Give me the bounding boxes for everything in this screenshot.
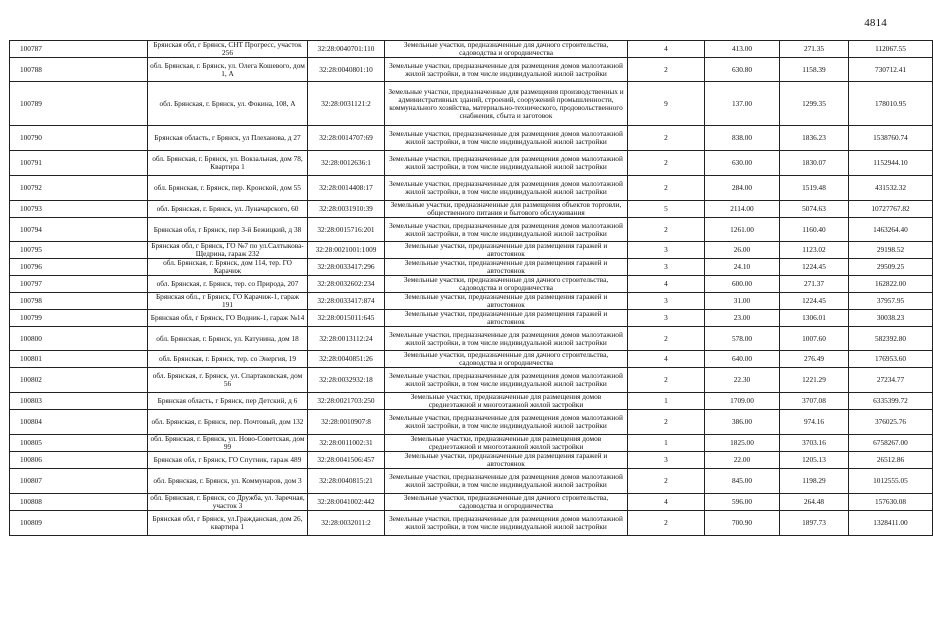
- cadastral-number-cell: 32:28:0040815:21: [308, 469, 385, 494]
- land-use-cell: Земельные участки, предназначенные для размещения домов малоэтажной жилой застройки, в том числе индивидуальной жилой застройки: [385, 368, 628, 393]
- cadastral-value-cell: 27234.77: [849, 368, 933, 393]
- use-group-cell: 4: [628, 276, 705, 293]
- land-use-cell: Земельные участки, предназначенные для размещения производственных и административных зданий, строений, сооружений промышленности, коммунального хозяйства, материально-технического, продовольственного снабжения, сбыта и заготовок: [385, 82, 628, 126]
- address-cell: обл. Брянская, г. Брянск, ул. Фокина, 108, А: [148, 82, 308, 126]
- record-id-cell: 100790: [10, 126, 148, 151]
- table-row: [10, 293, 933, 310]
- specific-value-cell: 1306.01: [780, 310, 849, 327]
- land-use-cell: Земельные участки, предназначенные для дачного строительства, садоводства и огородничества: [385, 351, 628, 368]
- area-cell: 284.00: [705, 176, 780, 201]
- address-cell: Брянская обл, г Брянск, СНТ Прогресс, участок 256: [148, 41, 308, 58]
- land-use-cell: Земельные участки, предназначенные для дачного строительства, садоводства и огородничества: [385, 276, 628, 293]
- address-cell: обл. Брянская, г. Брянск, ул. Олега Кошевого, дом 1, А: [148, 58, 308, 82]
- use-group-cell: 1: [628, 435, 705, 452]
- specific-value-cell: 1007.60: [780, 327, 849, 351]
- table-row: [10, 58, 933, 82]
- address-cell: Брянская обл, г Брянск, ГО Спутник, гараж 489: [148, 452, 308, 469]
- cadastral-number-cell: 32:28:0014707:69: [308, 126, 385, 151]
- record-id-cell: 100789: [10, 82, 148, 126]
- specific-value-cell: 3703.16: [780, 435, 849, 452]
- specific-value-cell: 1160.40: [780, 218, 849, 242]
- table-row: [10, 242, 933, 259]
- table-body: [10, 41, 933, 536]
- use-group-cell: 4: [628, 41, 705, 58]
- specific-value-cell: 1205.13: [780, 452, 849, 469]
- use-group-cell: 9: [628, 82, 705, 126]
- table-row: [10, 310, 933, 327]
- area-cell: 23.00: [705, 310, 780, 327]
- use-group-cell: 4: [628, 351, 705, 368]
- cadastral-value-cell: 112067.55: [849, 41, 933, 58]
- record-id-cell: 100791: [10, 151, 148, 176]
- cadastral-number-cell: 32:28:0033417:296: [308, 259, 385, 276]
- land-use-cell: Земельные участки, предназначенные для размещения домов малоэтажной жилой застройки, в том числе индивидуальной жилой застройки: [385, 218, 628, 242]
- use-group-cell: 2: [628, 368, 705, 393]
- specific-value-cell: 1897.73: [780, 511, 849, 536]
- cadastral-number-cell: 32:28:0021703:250: [308, 393, 385, 410]
- table-row: [10, 82, 933, 126]
- record-id-cell: 100794: [10, 218, 148, 242]
- cadastral-number-cell: 32:28:0012636:1: [308, 151, 385, 176]
- cadastral-number-cell: 32:28:0011002:31: [308, 435, 385, 452]
- land-use-cell: Земельные участки, предназначенные для размещения гаражей и автостоянок: [385, 242, 628, 259]
- cadastral-value-cell: 730712.41: [849, 58, 933, 82]
- specific-value-cell: 271.35: [780, 41, 849, 58]
- cadastral-value-cell: 582392.80: [849, 327, 933, 351]
- cadastral-value-cell: 37957.95: [849, 293, 933, 310]
- record-id-cell: 100805: [10, 435, 148, 452]
- cadastral-number-cell: 32:28:0015011:645: [308, 310, 385, 327]
- land-use-cell: Земельные участки, предназначенные для размещения домов среднеэтажной и многоэтажной жилой застройки: [385, 393, 628, 410]
- land-use-cell: Земельные участки, предназначенные для размещения объектов торговли, общественного питания и бытового обслуживания: [385, 201, 628, 218]
- use-group-cell: 2: [628, 218, 705, 242]
- land-use-cell: Земельные участки, предназначенные для размещения домов малоэтажной жилой застройки, в том числе индивидуальной жилой застройки: [385, 151, 628, 176]
- specific-value-cell: 1198.29: [780, 469, 849, 494]
- cadastral-value-cell: 29198.52: [849, 242, 933, 259]
- record-id-cell: 100801: [10, 351, 148, 368]
- specific-value-cell: 271.37: [780, 276, 849, 293]
- page-number: 4814: [864, 17, 887, 29]
- record-id-cell: 100803: [10, 393, 148, 410]
- record-id-cell: 100798: [10, 293, 148, 310]
- cadastral-number-cell: 32:28:0033417:874: [308, 293, 385, 310]
- area-cell: 22.00: [705, 452, 780, 469]
- address-cell: обл. Брянская, г. Брянск, тер. со Природа, 207: [148, 276, 308, 293]
- table-row: [10, 511, 933, 536]
- land-use-cell: Земельные участки, предназначенные для размещения домов малоэтажной жилой застройки, в том числе индивидуальной жилой застройки: [385, 176, 628, 201]
- cadastral-number-cell: 32:28:0013112:24: [308, 327, 385, 351]
- land-use-cell: Земельные участки, предназначенные для размещения гаражей и автостоянок: [385, 259, 628, 276]
- use-group-cell: 5: [628, 201, 705, 218]
- specific-value-cell: 1519.48: [780, 176, 849, 201]
- specific-value-cell: 1830.07: [780, 151, 849, 176]
- record-id-cell: 100802: [10, 368, 148, 393]
- area-cell: 386.00: [705, 410, 780, 435]
- table-row: [10, 368, 933, 393]
- use-group-cell: 2: [628, 151, 705, 176]
- land-use-cell: Земельные участки, предназначенные для размещения домов малоэтажной жилой застройки, в том числе индивидуальной жилой застройки: [385, 126, 628, 151]
- use-group-cell: 2: [628, 469, 705, 494]
- cadastral-value-cell: 162822.00: [849, 276, 933, 293]
- land-use-cell: Земельные участки, предназначенные для размещения домов малоэтажной жилой застройки, в том числе индивидуальной жилой застройки: [385, 511, 628, 536]
- record-id-cell: 100787: [10, 41, 148, 58]
- address-cell: обл. Брянская, г. Брянск, тер. со Энергия, 19: [148, 351, 308, 368]
- area-cell: 137.00: [705, 82, 780, 126]
- area-cell: 2114.00: [705, 201, 780, 218]
- specific-value-cell: 1224.45: [780, 259, 849, 276]
- table-row: [10, 469, 933, 494]
- land-use-cell: Земельные участки, предназначенные для размещения домов малоэтажной жилой застройки, в том числе индивидуальной жилой застройки: [385, 469, 628, 494]
- area-cell: 630.00: [705, 151, 780, 176]
- address-cell: обл. Брянская, г. Брянск, пер. Кронской, дом 55: [148, 176, 308, 201]
- address-cell: обл. Брянская, г. Брянск, ул. Спартаковская, дом 56: [148, 368, 308, 393]
- cadastral-value-cell: 1538760.74: [849, 126, 933, 151]
- land-use-cell: Земельные участки, предназначенные для размещения домов малоэтажной жилой застройки, в том числе индивидуальной жилой застройки: [385, 327, 628, 351]
- land-use-cell: Земельные участки, предназначенные для дачного строительства, садоводства и огородничества: [385, 494, 628, 511]
- record-id-cell: 100796: [10, 259, 148, 276]
- record-id-cell: 100797: [10, 276, 148, 293]
- cadastral-value-cell: 6758267.00: [849, 435, 933, 452]
- cadastral-value-cell: 1328411.00: [849, 511, 933, 536]
- use-group-cell: 2: [628, 410, 705, 435]
- specific-value-cell: 264.48: [780, 494, 849, 511]
- cadastral-value-table: [9, 40, 933, 536]
- cadastral-number-cell: 32:28:0021001:1009: [308, 242, 385, 259]
- table-row: [10, 41, 933, 58]
- cadastral-number-cell: 32:28:0032932:18: [308, 368, 385, 393]
- land-use-cell: Земельные участки, предназначенные для размещения гаражей и автостоянок: [385, 452, 628, 469]
- table-row: [10, 435, 933, 452]
- cadastral-value-cell: 431532.32: [849, 176, 933, 201]
- specific-value-cell: 1123.02: [780, 242, 849, 259]
- cadastral-value-cell: 1012555.05: [849, 469, 933, 494]
- address-cell: Брянская обл., г Брянск, ГО Карачиж-1, гараж 191: [148, 293, 308, 310]
- specific-value-cell: 1836.23: [780, 126, 849, 151]
- record-id-cell: 100799: [10, 310, 148, 327]
- cadastral-number-cell: 32:28:0041506:457: [308, 452, 385, 469]
- specific-value-cell: 3707.08: [780, 393, 849, 410]
- area-cell: 600.00: [705, 276, 780, 293]
- use-group-cell: 3: [628, 293, 705, 310]
- table-row: [10, 176, 933, 201]
- land-use-cell: Земельные участки, предназначенные для дачного строительства, садоводства и огородничества: [385, 41, 628, 58]
- cadastral-number-cell: 32:28:0010907:8: [308, 410, 385, 435]
- specific-value-cell: 1299.35: [780, 82, 849, 126]
- table-row: [10, 351, 933, 368]
- cadastral-number-cell: 32:28:0041002:442: [308, 494, 385, 511]
- area-cell: 26.00: [705, 242, 780, 259]
- cadastral-number-cell: 32:28:0040851:26: [308, 351, 385, 368]
- area-cell: 1709.00: [705, 393, 780, 410]
- table-row: [10, 393, 933, 410]
- address-cell: Брянская обл, г Брянск, ГО №7 по ул.Салтыкова-Щедрина, гараж 232: [148, 242, 308, 259]
- area-cell: 640.00: [705, 351, 780, 368]
- table-row: [10, 452, 933, 469]
- specific-value-cell: 974.16: [780, 410, 849, 435]
- use-group-cell: 3: [628, 242, 705, 259]
- address-cell: обл. Брянская, г. Брянск, дом 114, тер. ГО Карачиж: [148, 259, 308, 276]
- record-id-cell: 100788: [10, 58, 148, 82]
- address-cell: обл. Брянская, г. Брянск, ул. Коммунаров, дом 3: [148, 469, 308, 494]
- cadastral-value-cell: 1463264.40: [849, 218, 933, 242]
- use-group-cell: 4: [628, 494, 705, 511]
- cadastral-value-cell: 178010.95: [849, 82, 933, 126]
- record-id-cell: 100793: [10, 201, 148, 218]
- use-group-cell: 2: [628, 126, 705, 151]
- specific-value-cell: 276.49: [780, 351, 849, 368]
- table-row: [10, 494, 933, 511]
- table-row: [10, 327, 933, 351]
- address-cell: обл. Брянская, г. Брянск, ул. Луначарского, 60: [148, 201, 308, 218]
- land-use-cell: Земельные участки, предназначенные для размещения гаражей и автостоянок: [385, 310, 628, 327]
- table-row: [10, 259, 933, 276]
- address-cell: Брянская обл, г Брянск, пер 3-й Бежицкий, д 38: [148, 218, 308, 242]
- land-use-cell: Земельные участки, предназначенные для размещения домов малоэтажной жилой застройки, в том числе индивидуальной жилой застройки: [385, 58, 628, 82]
- record-id-cell: 100806: [10, 452, 148, 469]
- specific-value-cell: 1158.39: [780, 58, 849, 82]
- record-id-cell: 100795: [10, 242, 148, 259]
- use-group-cell: 2: [628, 58, 705, 82]
- area-cell: 22.30: [705, 368, 780, 393]
- land-use-cell: Земельные участки, предназначенные для размещения домов среднеэтажной и многоэтажной жилой застройки: [385, 435, 628, 452]
- use-group-cell: 2: [628, 176, 705, 201]
- cadastral-number-cell: 32:28:0040701:110: [308, 41, 385, 58]
- record-id-cell: 100807: [10, 469, 148, 494]
- record-id-cell: 100800: [10, 327, 148, 351]
- use-group-cell: 3: [628, 452, 705, 469]
- table-row: [10, 410, 933, 435]
- table-row: [10, 201, 933, 218]
- area-cell: 413.00: [705, 41, 780, 58]
- specific-value-cell: 1221.29: [780, 368, 849, 393]
- area-cell: 1261.00: [705, 218, 780, 242]
- use-group-cell: 3: [628, 259, 705, 276]
- area-cell: 1825.00: [705, 435, 780, 452]
- cadastral-value-cell: 376025.76: [849, 410, 933, 435]
- address-cell: Брянская область, г Брянск, пер Детский, д 6: [148, 393, 308, 410]
- table-row: [10, 218, 933, 242]
- table-row: [10, 276, 933, 293]
- cadastral-number-cell: 32:28:0040801:10: [308, 58, 385, 82]
- area-cell: 578.00: [705, 327, 780, 351]
- cadastral-number-cell: 32:28:0015716:201: [308, 218, 385, 242]
- cadastral-number-cell: 32:28:0032602:234: [308, 276, 385, 293]
- table-row: [10, 151, 933, 176]
- record-id-cell: 100808: [10, 494, 148, 511]
- area-cell: 630.80: [705, 58, 780, 82]
- area-cell: 31.00: [705, 293, 780, 310]
- cadastral-value-cell: 1152944.10: [849, 151, 933, 176]
- use-group-cell: 2: [628, 327, 705, 351]
- specific-value-cell: 5074.63: [780, 201, 849, 218]
- cadastral-number-cell: 32:28:0032011:2: [308, 511, 385, 536]
- cadastral-value-cell: 6335399.72: [849, 393, 933, 410]
- cadastral-number-cell: 32:28:0031910:39: [308, 201, 385, 218]
- cadastral-value-cell: 30038.23: [849, 310, 933, 327]
- address-cell: обл. Брянская, г. Брянск, ул. Катунина, дом 18: [148, 327, 308, 351]
- cadastral-value-cell: 176953.60: [849, 351, 933, 368]
- record-id-cell: 100804: [10, 410, 148, 435]
- use-group-cell: 3: [628, 310, 705, 327]
- use-group-cell: 1: [628, 393, 705, 410]
- land-use-cell: Земельные участки, предназначенные для размещения гаражей и автостоянок: [385, 293, 628, 310]
- land-use-cell: Земельные участки, предназначенные для размещения домов малоэтажной жилой застройки, в том числе индивидуальной жилой застройки: [385, 410, 628, 435]
- address-cell: обл. Брянская, г. Брянск, пер. Почтовый, дом 132: [148, 410, 308, 435]
- use-group-cell: 2: [628, 511, 705, 536]
- record-id-cell: 100792: [10, 176, 148, 201]
- area-cell: 838.00: [705, 126, 780, 151]
- area-cell: 596.00: [705, 494, 780, 511]
- address-cell: Брянская область, г Брянск, ул Плеханова, д 27: [148, 126, 308, 151]
- table-row: [10, 126, 933, 151]
- address-cell: обл. Брянская, г. Брянск, со Дружба, ул. Заречная, участок 3: [148, 494, 308, 511]
- address-cell: обл. Брянская, г. Брянск, ул. Ново-Советская, дом 99: [148, 435, 308, 452]
- cadastral-value-cell: 10727767.82: [849, 201, 933, 218]
- cadastral-value-cell: 157630.08: [849, 494, 933, 511]
- cadastral-number-cell: 32:28:0031121:2: [308, 82, 385, 126]
- record-id-cell: 100809: [10, 511, 148, 536]
- cadastral-number-cell: 32:28:0014408:17: [308, 176, 385, 201]
- address-cell: Брянская обл, г Брянск, ГО Водник-1, гараж №14: [148, 310, 308, 327]
- area-cell: 700.90: [705, 511, 780, 536]
- area-cell: 24.10: [705, 259, 780, 276]
- cadastral-value-cell: 29509.25: [849, 259, 933, 276]
- cadastral-value-cell: 26512.86: [849, 452, 933, 469]
- specific-value-cell: 1224.45: [780, 293, 849, 310]
- address-cell: Брянская обл, г Брянск, ул.Гражданская, дом 26, квартира 1: [148, 511, 308, 536]
- address-cell: обл. Брянская, г. Брянск, ул. Вокзальная, дом 78, Квартира 1: [148, 151, 308, 176]
- area-cell: 845.00: [705, 469, 780, 494]
